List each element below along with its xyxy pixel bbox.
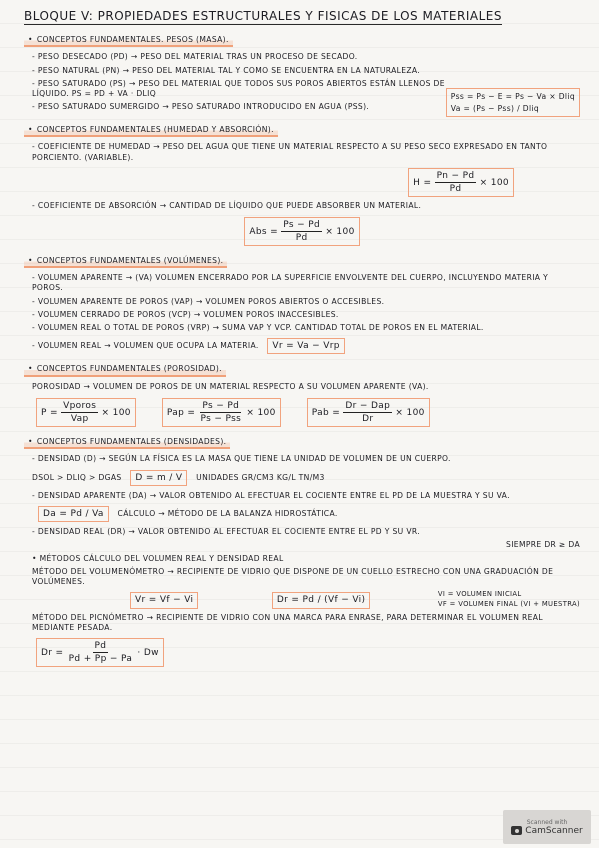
section-heading: • CONCEPTOS FUNDAMENTALES. PESOS (MASA).: [24, 35, 233, 47]
fraction: [281, 219, 322, 244]
watermark-caption: Scanned with: [526, 818, 568, 826]
formula-p: [36, 398, 136, 427]
list-item: - PESO NATURAL (PN) → PESO DEL MATERIAL TAL Y COMO SE ENCUENTRA EN LA NATURALEZA.: [32, 65, 421, 75]
list-item: - VOLUMEN APARENTE DE POROS (VAP) → VOLUMEN POROS ABIERTOS O ACCESIBLES.: [32, 296, 385, 306]
formula-pab: [307, 398, 430, 427]
porosidad-formulas: [30, 396, 580, 429]
numerator: Dr − Dap: [343, 400, 392, 413]
formula-pss: Pss = Ps − E = Ps − Va × Dliq: [450, 92, 575, 102]
section-humedad: [24, 123, 580, 248]
density-order: DSOL > DLIQ > DGAS: [32, 472, 122, 482]
formula-tail: × 100: [395, 408, 425, 419]
list-item: - DENSIDAD (D) → SEGÚN LA FÍSICA ES LA MASA QUE TIENE LA UNIDAD DE VOLUMEN DE UN CUERPO.: [32, 454, 451, 464]
camscanner-watermark: [503, 810, 591, 844]
formula-tail: × 100: [325, 226, 355, 237]
list-item: - PESO SATURADO (PS) → PESO DEL MATERIAL QUE TODOS SUS POROS ABIERTOS ESTÁN LLENOS DE LÍQUIDO. PS = PD + VA · DLIQ: [32, 78, 445, 99]
formula-picnometro: [36, 638, 164, 667]
numerator: Ps − Pd: [281, 219, 322, 232]
numerator: Pd: [93, 640, 109, 653]
denominator: Ps − Pss: [200, 414, 242, 425]
section-heading: • CONCEPTOS FUNDAMENTALES (DENSIDADES).: [24, 437, 230, 449]
fraction: [198, 400, 243, 425]
list-item: [32, 336, 580, 356]
formula-h: [408, 168, 514, 197]
list-item: POROSIDAD → VOLUMEN DE POROS DE UN MATERIAL RESPECTO A SU VOLUMEN APARENTE (VA).: [32, 381, 429, 391]
formula-d: D = m / V: [130, 470, 187, 486]
title-row: [24, 8, 580, 25]
pesos-lines: [24, 50, 446, 115]
legend-vi: VI = VOLUMEN INICIAL: [437, 590, 522, 599]
denominator: Pd + Pp − Pa: [68, 654, 133, 665]
section-heading: • CONCEPTOS FUNDAMENTALES (VOLÚMENES).: [24, 256, 227, 268]
formula-da: Da = Pd / Va: [38, 506, 109, 522]
density-units: UNIDADES GR/CM3 KG/L TN/M3: [196, 472, 325, 482]
section-porosidad: [24, 362, 580, 429]
fraction: [61, 400, 98, 425]
formula-lhs: Abs =: [249, 226, 279, 237]
side-note: SIEMPRE DR ≥ DA: [506, 540, 580, 550]
formula-pap: [162, 398, 281, 427]
list-item: - COEFICIENTE DE HUMEDAD → PESO DEL AGUA QUE TIENE UN MATERIAL RESPECTO A SU PESO SECO EXPRESADO EN TANTO PORCIENTO. (VARIABLE).: [32, 142, 548, 162]
list-item: - DENSIDAD APARENTE (DA) → VALOR OBTENIDO AL EFECTUAR EL COCIENTE ENTRE EL PD DE LA MUESTRA Y SU VA.: [32, 490, 510, 500]
numerator: Ps − Pd: [200, 400, 241, 413]
section-volumenes: [24, 254, 580, 357]
section-pesos: [24, 33, 580, 117]
list-item: MÉTODO DEL VOLUMENÓMETRO → RECIPIENTE DE VIDRIO QUE DISPONE DE UN CUELLO ESTRECHO CON UNA GRADUACIÓN DE VOLÚMENES.: [32, 566, 554, 587]
watermark-brand: [511, 826, 582, 836]
formula-tail: × 100: [246, 408, 276, 419]
denominator: Vap: [70, 414, 89, 425]
formula-lhs: Pab =: [311, 408, 341, 419]
page-title: BLOQUE V: PROPIEDADES ESTRUCTURALES Y FISICAS DE LOS MATERIALES: [24, 8, 502, 25]
list-item-text: - VOLUMEN REAL → VOLUMEN QUE OCUPA LA MATERIA.: [32, 341, 259, 351]
formula-vr-vol: Vr = Vf − Vi: [130, 592, 198, 608]
fraction: [435, 170, 477, 195]
formula-lhs: P =: [41, 408, 58, 419]
formula-h-row: [24, 166, 520, 199]
denominator: Pd: [449, 184, 462, 195]
numerator: Vporos: [61, 400, 98, 413]
pesos-body: [24, 50, 580, 117]
list-item: - DENSIDAD REAL (DR) → VALOR OBTENIDO AL EFECTUAR EL COCIENTE ENTRE EL PD Y SU VR.: [32, 527, 420, 537]
list-item: - VOLUMEN APARENTE → (VA) VOLUMEN ENCERRADO POR LA SUPERFICIE ENVOLVENTE DEL CUERPO, INCLUYENDO MATERIA Y POROS.: [32, 273, 549, 293]
legend-vf: VF = VOLUMEN FINAL (VI + MUESTRA): [437, 599, 580, 608]
volumenometro-row: [124, 590, 580, 610]
denominator: Dr: [362, 414, 374, 425]
formula-lhs: Dr =: [41, 648, 64, 659]
formula-lhs: H =: [413, 178, 432, 189]
formula-abs-row: [24, 215, 580, 248]
list-item: [32, 468, 580, 488]
numerator: Pn − Pd: [435, 170, 477, 183]
saturado-formula-box: [446, 88, 580, 117]
calculo-text: CÁLCULO → MÉTODO DE LA BALANZA HIDROSTÁTICA.: [117, 509, 338, 519]
notes-content: [24, 8, 580, 669]
list-item: • MÉTODOS CÁLCULO DEL VOLUMEN REAL Y DENSIDAD REAL: [32, 553, 284, 563]
list-item: - PESO SATURADO SUMERGIDO → PESO SATURADO INTRODUCIDO EN AGUA (PSS).: [32, 102, 370, 112]
fraction: [343, 400, 392, 425]
formula-picno-row: [30, 636, 580, 669]
formula-lhs: Pap =: [166, 408, 196, 419]
denominator: Pd: [295, 232, 308, 243]
formula-abs: [244, 217, 359, 246]
list-item: - COEFICIENTE DE ABSORCIÓN → CANTIDAD DE LÍQUIDO QUE PUEDE ABSORBER UN MATERIAL.: [32, 201, 422, 211]
formula-va: Va = (Ps − Pss) / Dliq: [450, 103, 540, 113]
formula-dr-vol: Dr = Pd / (Vf − Vi): [272, 592, 371, 608]
list-item: MÉTODO DEL PICNÓMETRO → RECIPIENTE DE VIDRIO CON UNA MARCA PARA ENRASE, PARA DETERMINAR EL VOLUMEN REAL MEDIANTE PESADA.: [32, 612, 543, 632]
camera-icon: [511, 826, 522, 835]
list-item: - VOLUMEN CERRADO DE POROS (VCP) → VOLUMEN POROS INACCESIBLES.: [32, 309, 339, 319]
formula-tail: × 100: [479, 178, 509, 189]
volume-legend: [438, 590, 580, 608]
list-item: - PESO DESECADO (PD) → PESO DEL MATERIAL TRAS UN PROCESO DE SECADO.: [32, 52, 358, 62]
watermark-brand-text: CamScanner: [525, 825, 583, 836]
section-heading: • CONCEPTOS FUNDAMENTALES (HUMEDAD Y ABSORCIÓN).: [24, 125, 278, 137]
list-item: [32, 504, 580, 524]
fraction: [67, 640, 135, 665]
section-heading: • CONCEPTOS FUNDAMENTALES (POROSIDAD).: [24, 364, 226, 376]
list-item: - VOLUMEN REAL O TOTAL DE POROS (VRP) → SUMA VAP Y VCP. CANTIDAD TOTAL DE POROS EN EL MATERIAL.: [32, 323, 484, 333]
formula-tail: · Dw: [137, 648, 159, 659]
formula-vr: Vr = Va − Vrp: [267, 338, 344, 354]
section-densidades: [24, 435, 580, 669]
formula-tail: × 100: [101, 408, 131, 419]
